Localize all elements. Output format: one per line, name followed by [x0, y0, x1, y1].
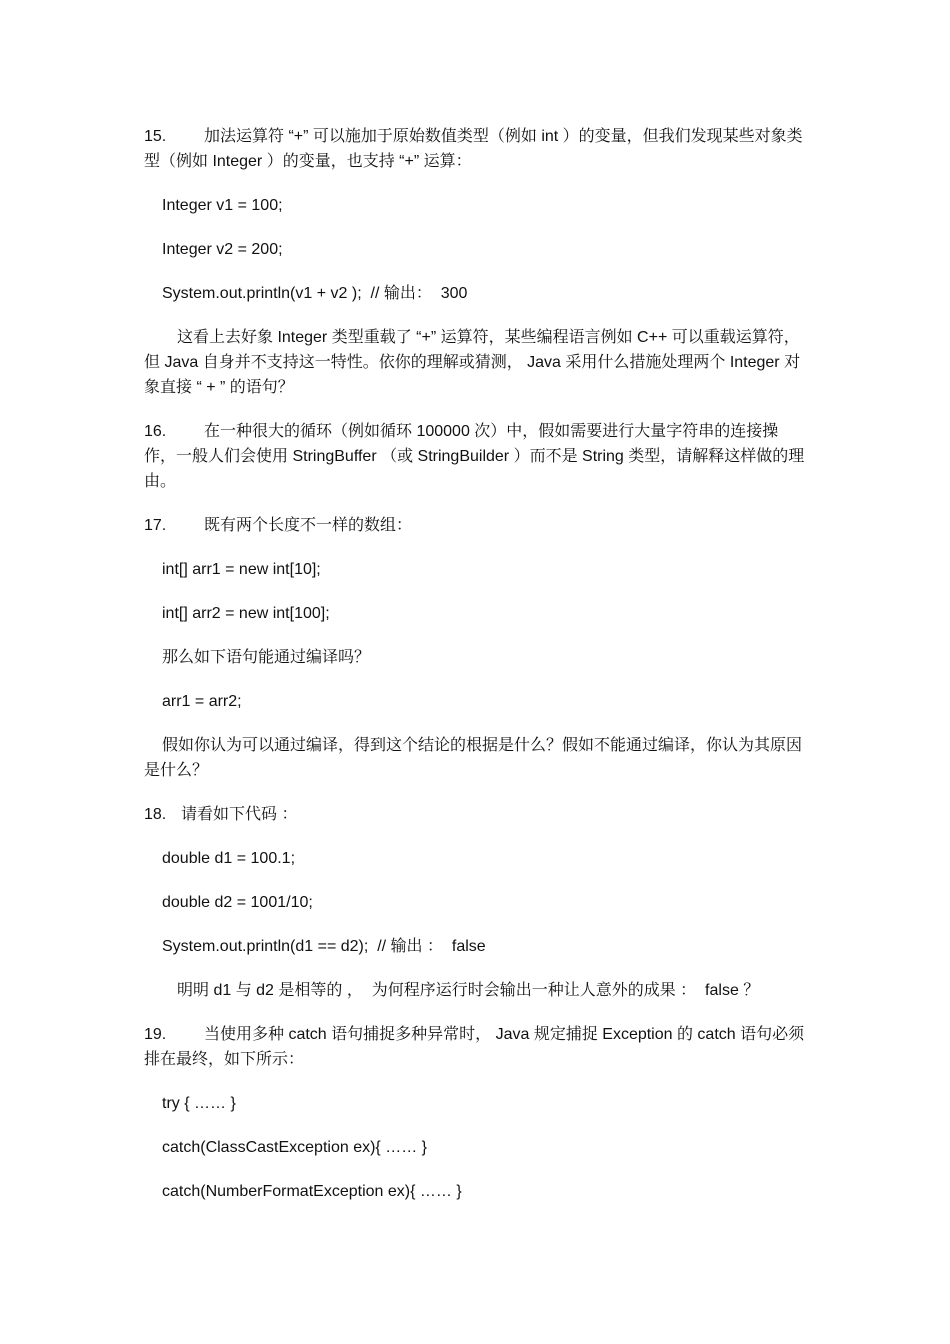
- q19-paragraph: [144, 1022, 809, 1072]
- q17-code-line-2: int[] arr2 = new int[100];: [162, 605, 330, 622]
- q19-code-line-3: catch(NumberFormatException ex){ …… }: [162, 1183, 462, 1200]
- q16-number: 16.: [144, 423, 167, 440]
- q15-code-line-2: Integer v2 = 200;: [162, 241, 283, 258]
- q18-followup: 明明 d1 与 d2 是相等的 ， 为何程序运行时会输出一种让人意外的成果 ： false ？: [177, 982, 760, 999]
- q17-text: 既有两个长度不一样的数组：: [204, 517, 413, 534]
- q19-code-line-2: catch(ClassCastException ex){ …… }: [162, 1139, 427, 1156]
- q18-code-line-3: System.out.println(d1 == d2); // 输出 ： false: [162, 938, 486, 955]
- q15-followup: 这看上去好象 Integer 类型重载了 “+” 运算符，某些编程语言例如 C++ 可以重载运算符，但 Java 自身并不支持这一特性。依你的理解或猜测， Java 采用什么措施处理两个 Integer 对象直接 “ + ” 的语句？: [144, 329, 801, 396]
- q18-paragraph: [144, 802, 809, 827]
- q16-text: 在一种很大的循环（例如循环 100000 次）中，假如需要进行大量字符串的连接操作，一般人们会使用 StringBuffer （或 StringBuilder ）而不是 String 类型，请解释这样做的理由。: [144, 423, 805, 490]
- q19-text: 当使用多种 catch 语句捕捉多种异常时， Java 规定捕捉 Exception 的 catch 语句必须排在最终，如下所示：: [144, 1026, 805, 1068]
- q18-code-line-2: double d2 = 1001/10;: [162, 894, 313, 911]
- q18-number: 18.: [144, 806, 167, 823]
- q17-question: 那么如下语句能通过编译吗？: [162, 649, 371, 666]
- q17-number: 17.: [144, 517, 167, 534]
- q17-code-line-3: arr1 = arr2;: [162, 693, 242, 710]
- q18-text: 请看如下代码 ：: [181, 806, 298, 823]
- q17-followup: 假如你认为可以通过编译，得到这个结论的根据是什么？假如不能通过编译，你认为其原因是什么？: [144, 737, 803, 779]
- q16-paragraph: [144, 419, 809, 494]
- q15-code-line-1: Integer v1 = 100;: [162, 197, 283, 214]
- q15-number: 15.: [144, 128, 167, 145]
- q19-number: 19.: [144, 1026, 167, 1043]
- q15-paragraph: [144, 124, 809, 174]
- q15-text: 加法运算符 “+” 可以施加于原始数值类型（例如 int ）的变量，但我们发现某些对象类型（例如 Integer ）的变量，也支持 “+” 运算：: [144, 128, 803, 170]
- q18-code-line-1: double d1 = 100.1;: [162, 850, 296, 867]
- q19-code-line-1: try { …… }: [162, 1095, 236, 1112]
- q17-paragraph: [144, 513, 809, 538]
- q15-code-line-3: System.out.println(v1 + v2 ); // 输出： 300: [162, 285, 468, 302]
- q17-code-line-1: int[] arr1 = new int[10];: [162, 561, 321, 578]
